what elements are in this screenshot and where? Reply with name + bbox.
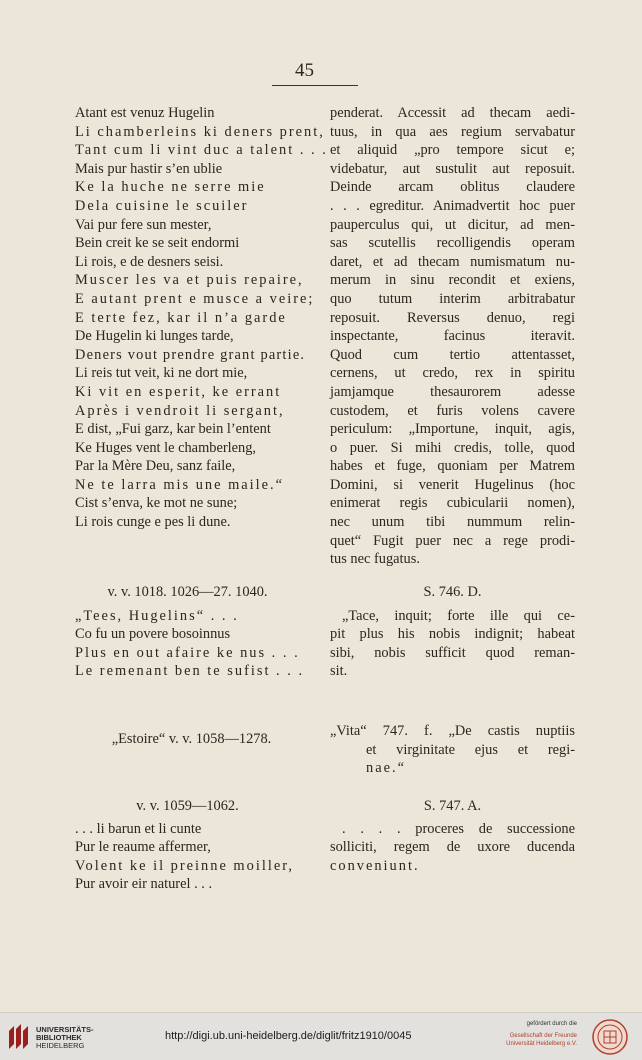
right-section-2 [330, 722, 575, 778]
prose-line: et virginitate ejus et regi- [366, 741, 575, 758]
prose-line: pit plus his nobis indignit; habeat [330, 626, 575, 643]
poem-line: E dist, „Fui garz, kar bein l’entent [75, 421, 271, 438]
poem-line: Le remenant ben te sufist . . . [75, 663, 305, 680]
prose-line: sibi, nobis sufficit quod reman- [330, 644, 575, 661]
prose-line: cernens, ut credo, rex in spiritu [330, 365, 575, 382]
section-heading: S. 746. D. [423, 584, 482, 600]
prose-line: habes et fuge, quoniam per Matrem [330, 458, 575, 475]
poem-line: Mais pur hastir s’en ublie [75, 160, 223, 177]
poem-line: Volent ke il preinne moiller, [75, 857, 295, 874]
poem-line: Ke la huche ne serre mie [75, 179, 266, 196]
poem-line: E autant prent e musce a veire; [75, 290, 315, 307]
right-section-3 [330, 797, 575, 875]
prose-line: conveniunt. [330, 857, 420, 874]
poem-line: Par la Mère Deu, sanz faile, [75, 458, 236, 475]
prose-line: Deinde arcam oblitus claudere [330, 179, 575, 196]
prose-line: . . . egreditur. Animadvertit hoc puer [330, 197, 575, 214]
poem-line: Bein creit ke se seit endormi [75, 235, 240, 252]
poem-line: „Tees, Hugelins“ . . . [75, 607, 239, 624]
prose-line: et aliquid „pro tempore sicut e; [330, 142, 575, 159]
prose-line: custodem, et furis volens cavere [330, 402, 575, 419]
prose-line: . . . . proceres de successione [342, 820, 575, 837]
poem-line: De Hugelin ki lunges tarde, [75, 328, 234, 345]
poem-line: Li rois cunge e pes li dune. [75, 514, 231, 531]
section-heading: v. v. 1059—1062. [136, 798, 239, 814]
permalink-url[interactable]: http://digi.ub.uni-heidelberg.de/diglit/fritz1910/0045 [165, 1030, 412, 1042]
poem-line: Ki vit en esperit, ke errant [75, 383, 282, 400]
poem-line: Tant cum li vint duc a talent . . . [75, 142, 328, 159]
prose-line: merum in sinu recondit et exiens, [330, 272, 575, 289]
prose-line: jamjamque thesaurorem adesse [330, 383, 575, 400]
funding-note: gefördert durch die Gesellschaft der Freunde Universität Heidelberg e.V. [506, 1021, 577, 1047]
prose-line: daret, et ad thecam numismatum nu- [330, 253, 575, 270]
prose-line: pauperculus qui, ut dicitur, ad men- [330, 216, 575, 233]
poem-line: Plus en out afaire ke nus . . . [75, 644, 300, 661]
prose-line: sas scutellis recolligendis operam [330, 235, 575, 252]
poem-line: Pur le reaume affermer, [75, 839, 211, 856]
prose-line: reposuit. Reversus denuo, regi [330, 309, 575, 326]
header-rule [272, 85, 358, 86]
prose-line: tuus, in qua aes regium servabatur [330, 123, 575, 140]
poem-line: Co fu un povere bosoinnus [75, 626, 231, 643]
prose-line: „Vita“ 747. f. „De castis nuptiis [330, 723, 575, 739]
prose-line: tus nec fugatus. [330, 551, 420, 568]
poem-line: Li chamberleins ki deners prent, [75, 123, 325, 140]
prose-line: enimerat regis cubicularii nomen), [330, 495, 575, 512]
poem-line: Deners vout prendre grant partie. [75, 346, 306, 363]
prose-line: Quod cum tertio attentasset, [330, 346, 575, 363]
prose-line: o puer. Si mihi credis, tolle, quod [330, 439, 575, 456]
poem-line: Vai pur fere sun mester, [75, 216, 212, 233]
prose-line: „Tace, inquit; forte ille qui ce- [342, 607, 575, 624]
prose-line: penderat. Accessit ad thecam aedi- [330, 105, 575, 121]
prose-line: nec unum tibi nummum relin- [330, 514, 575, 531]
university-library-logo-icon [6, 1023, 32, 1051]
prose-line: quet“ Fugit puer nec a rege prodi- [330, 532, 575, 549]
right-prose [330, 104, 575, 569]
section-heading: S. 747. A. [423, 798, 482, 814]
prose-line: sit. [330, 663, 348, 680]
prose-line: quo tutum interim arbitrabatur [330, 290, 575, 307]
left-poem [75, 104, 328, 532]
prose-line: Domini, si venerit Hugelinus (hoc [330, 476, 575, 493]
page-number: 45 [295, 60, 314, 81]
prose-line: videbatur, aut sustulit aut reposuit. [330, 160, 575, 177]
left-section-3 [75, 797, 300, 894]
right-section-1 [330, 583, 575, 681]
poem-line: Atant est venuz Hugelin [75, 105, 215, 121]
prose-line: nae.“ [366, 760, 406, 777]
poem-line: Muscer les va et puis repaire, [75, 272, 304, 289]
poem-line: Dela cuisine le scuiler [75, 197, 249, 214]
section-heading: „Estoire“ v. v. 1058—1278. [111, 731, 272, 747]
poem-line: Après i vendroit li sergant, [75, 402, 285, 419]
prose-line: periculum: „Importune, inquit, agis, [330, 421, 575, 438]
footer-bar [0, 1012, 642, 1060]
society-seal-icon [592, 1019, 628, 1055]
prose-line: solliciti, regem de uxore ducenda [330, 839, 575, 856]
poem-line: Li rois, e de desners seisi. [75, 253, 224, 270]
poem-line: Pur avoir eir naturel . . . [75, 876, 213, 893]
library-name: UNIVERSITÄTS- BIBLIOTHEK HEIDELBERG [36, 1025, 94, 1050]
poem-line: . . . li barun et li cunte [75, 820, 202, 837]
poem-line: Li reis tut veit, ki ne dort mie, [75, 365, 248, 382]
prose-line: inspectante, facinus iteravit. [330, 328, 575, 345]
poem-line: Ke Huges vent le chamberleng, [75, 439, 257, 456]
left-section-1 [75, 583, 305, 681]
poem-line: Ne te larra mis une maile.“ [75, 476, 285, 493]
left-section-2 [75, 730, 300, 749]
section-heading: v. v. 1018. 1026—27. 1040. [107, 584, 268, 600]
poem-line: Cist s’enva, ke mot ne sune; [75, 495, 238, 512]
poem-line: E terte fez, kar il n’a garde [75, 309, 287, 326]
